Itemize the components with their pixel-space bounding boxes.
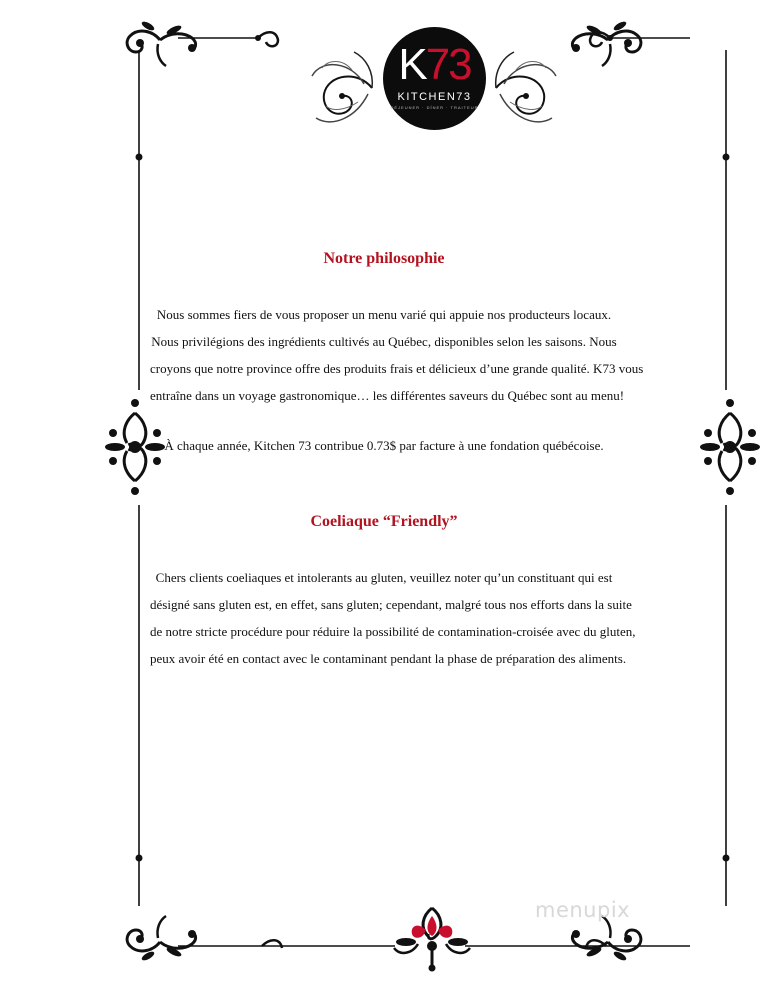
philosophy-title: Notre philosophie xyxy=(323,250,445,267)
celiac-line: de notre stricte procédure pour réduire la possibilité de contamination-croisée avec du gluten, xyxy=(150,624,636,639)
foundation-line: À chaque année, Kitchen 73 contribue 0.73$ par facture à une fondation québécoise. xyxy=(164,438,604,453)
celiac-line: peux avoir été en contact avec le contaminant pendant la phase de préparation des aliments. xyxy=(150,651,627,666)
foundation-note xyxy=(150,432,618,459)
celiac-line: Chers clients coeliaques et intolerants au gluten, veuillez noter qu’un constituant qui est xyxy=(155,570,613,585)
logo-mark-k: K xyxy=(398,40,426,89)
philosophy-line: Nous privilégions des ingrédients cultivés au Québec, disponibles selon les saisons. Nous xyxy=(151,334,617,349)
celiac-line: désigné sans gluten est, en effet, sans gluten; cependant, malgré tous nos efforts dans la suite xyxy=(150,597,632,612)
menupix-watermark: menupix xyxy=(535,898,631,922)
logo-mark xyxy=(383,40,486,89)
celiac-title: Coeliaque “Friendly” xyxy=(310,513,458,530)
philosophy-line: entraîne dans un voyage gastronomique… les différentes saveurs du Québec sont au menu! xyxy=(150,388,625,403)
logo-name: KITCHEN73 xyxy=(397,91,472,103)
kitchen73-logo xyxy=(383,27,486,130)
logo-mark-73: 73 xyxy=(425,40,471,89)
logo-tagline: DÉJEUNER · DÎNER · TRAITEUR xyxy=(390,105,479,110)
philosophy-line: Nous sommes fiers de vous proposer un menu varié qui appuie nos producteurs locaux. xyxy=(156,307,612,322)
philosophy-line: croyons que notre province offre des produits frais et délicieux d’une grande qualité. K73 vous xyxy=(150,361,644,376)
philosophy-paragraph xyxy=(150,301,644,409)
celiac-paragraph xyxy=(150,564,636,672)
